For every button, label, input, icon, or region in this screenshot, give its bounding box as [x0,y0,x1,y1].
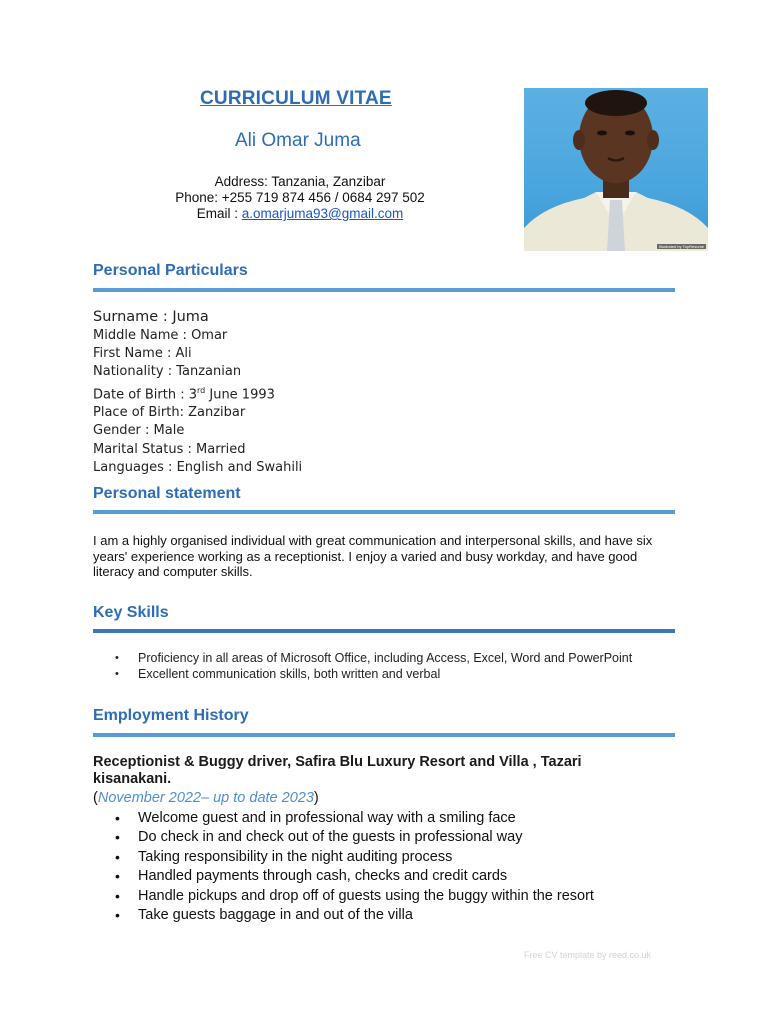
section-divider [93,629,675,633]
section-heading-employment-history: Employment History [93,707,249,724]
job-dates [93,790,319,806]
template-credit: Free CV template by reed.co.uk [524,950,652,960]
first-name: First Name : Ali [93,346,192,362]
list-item: • Handle pickups and drop off of guests using the buggy within the resort [93,887,594,906]
phone: Phone: +255 719 874 456 / 0684 297 502 [175,190,425,205]
section-divider [93,510,675,514]
cv-title: CURRICULUM VITAE [200,88,392,109]
middle-name: Middle Name : Omar [93,328,228,343]
section-heading-personal-statement: Personal statement [93,485,241,502]
job-duties-list [93,809,594,925]
email-link[interactable]: a.omarjuma93@gmail.com [241,206,404,221]
dob-day: Date of Birth : 3 [93,386,197,402]
dates-range: November 2022– up to date 2023 [97,790,314,806]
photo-credit: Illustrated by TopResume [658,244,704,249]
nationality: Nationality : Tanzanian [93,364,242,380]
profile-photo [524,88,708,251]
contact-block [150,174,450,222]
languages: Languages : English and Swahili [93,459,303,475]
surname: Surname : Juma [93,309,209,325]
personal-particulars [93,307,302,477]
dob-ordinal: rd [197,385,206,395]
personal-statement-text: I am a highly organised individual with great communication and interpersonal skills, and have six years' experience working as a receptionist. I enjoy a varied and busy workday, and have good literacy and computer skills. [93,533,653,579]
email-label: Email : [196,206,242,221]
marital-status: Marital Status : Married [93,441,246,457]
section-heading-personal-particulars: Personal Particulars [93,262,248,279]
dates-close-paren: ) [313,790,319,806]
list-item: • Do check in and check out of the guests in professional way [93,828,594,847]
candidate-name: Ali Omar Juma [235,130,361,151]
list-item: • Handled payments through cash, checks and credit cards [93,867,594,886]
person-portrait-icon [524,88,708,251]
section-divider [93,733,675,737]
place-of-birth: Place of Birth: Zanzibar [93,405,246,421]
job-title: Receptionist & Buggy driver, Safira Blu Luxury Resort and Villa , Tazari kisanakani. [93,754,582,787]
list-item: • Excellent communication skills, both written and verbal [93,667,632,683]
gender: Gender : Male [93,423,185,439]
date-of-birth [93,382,302,405]
address: Address: Tanzania, Zanzibar [214,174,386,189]
list-item: • Welcome guest and in professional way with a smiling face [93,809,594,828]
list-item: • Taking responsibility in the night auditing process [93,848,594,867]
list-item: • Take guests baggage in and out of the villa [93,906,594,925]
email-line [150,206,450,222]
section-heading-key-skills: Key Skills [93,604,169,621]
dob-month-year: June 1993 [205,386,275,402]
key-skills-list [93,651,632,682]
dates-open-paren: ( [93,790,98,806]
list-item: • Proficiency in all areas of Microsoft Office, including Access, Excel, Word and PowerPoint [93,651,632,667]
section-divider [93,288,675,292]
